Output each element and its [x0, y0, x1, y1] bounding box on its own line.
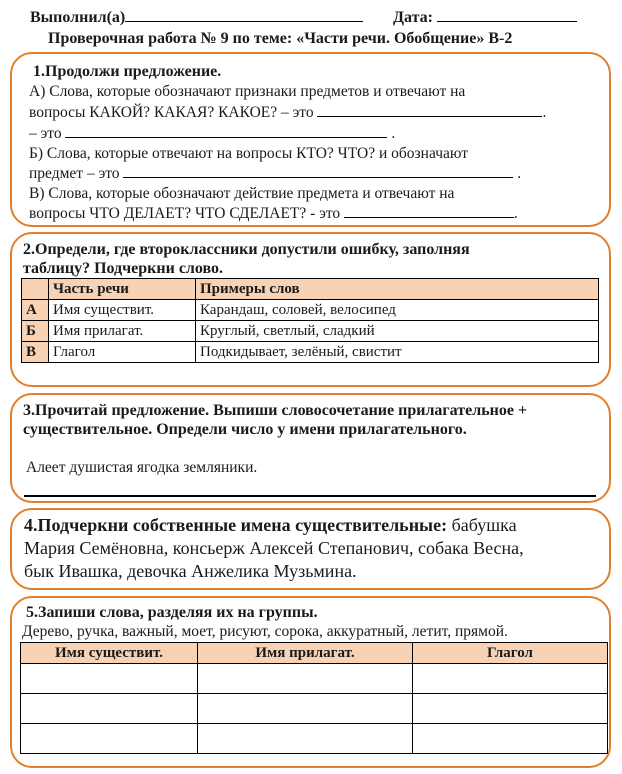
task1-a-line3: – это	[29, 125, 62, 142]
task4-title: 4.Подчеркни собственные имена существительные:	[24, 515, 448, 535]
table-row	[22, 300, 599, 321]
header-empty	[22, 279, 49, 300]
row-letter: Б	[22, 321, 49, 342]
row-examples[interactable]: Круглый, светлый, сладкий	[196, 321, 599, 342]
task3-title-line2: существительное. Определи число у имени прилагательного.	[23, 421, 467, 438]
task5-table	[20, 642, 608, 754]
header-part: Часть речи	[49, 279, 196, 300]
task1-b-line2: предмет – это	[29, 165, 120, 182]
task5-words: Дерево, ручка, важный, моет, рисуют, сорока, аккуратный, летит, прямой.	[22, 623, 508, 640]
task3-answer-line[interactable]	[24, 495, 596, 497]
task2-title-line2: таблицу? Подчеркни слово.	[23, 260, 224, 277]
table-row	[22, 342, 599, 363]
row-letter: А	[22, 300, 49, 321]
task1-a-blank1[interactable]	[317, 116, 542, 117]
table-header-row	[22, 279, 599, 300]
task4-line2: Мария Семёновна, консьерж Алексей Степанович, собака Весна,	[24, 538, 524, 558]
page-title: Проверочная работа № 9 по теме: «Части речи. Обобщение» В-2	[48, 30, 513, 47]
task1-title: 1.Продолжи предложение.	[33, 63, 222, 80]
task4-line1	[24, 514, 517, 537]
header-line	[30, 9, 363, 27]
date-label: Дата:	[393, 9, 433, 26]
row-letter: В	[22, 342, 49, 363]
row-examples[interactable]: Подкидывает, зелёный, свистит	[196, 342, 599, 363]
cell-adjective[interactable]	[198, 694, 413, 724]
task4-line1-rest: бабушка	[447, 515, 517, 535]
table-row	[21, 664, 608, 694]
cell-noun[interactable]	[21, 664, 198, 694]
task1-a-blank2[interactable]	[65, 137, 387, 138]
table-header-row	[21, 643, 608, 664]
task1-a-line1: А) Слова, которые обозначают признаки предметов и отвечают на	[29, 83, 466, 100]
table-row	[22, 321, 599, 342]
cell-verb[interactable]	[413, 664, 608, 694]
task1-b-line1: Б) Слова, которые отвечают на вопросы КТО? ЧТО? и обозначают	[29, 145, 469, 162]
header-noun: Имя существит.	[21, 643, 198, 664]
row-examples[interactable]: Карандаш, соловей, велосипед	[196, 300, 599, 321]
cell-noun[interactable]	[21, 694, 198, 724]
table-row	[21, 694, 608, 724]
task1-a-line2: вопросы КАКОЙ? КАКАЯ? КАКОЕ? – это	[29, 104, 314, 121]
header-examples: Примеры слов	[196, 279, 599, 300]
table-row	[21, 724, 608, 754]
performed-label: Выполнил(а)	[30, 9, 126, 26]
cell-verb[interactable]	[413, 724, 608, 754]
header-adjective: Имя прилагат.	[198, 643, 413, 664]
task2-title-line1: 2.Определи, где второклассники допустили ошибку, заполняя	[23, 241, 470, 258]
task4-line3: бык Ивашка, девочка Анжелика Музьмина.	[24, 561, 357, 581]
task3-sentence: Алеет душистая ягодка земляники.	[26, 459, 258, 476]
task1-b-blank[interactable]	[123, 177, 513, 178]
cell-noun[interactable]	[21, 724, 198, 754]
cell-verb[interactable]	[413, 694, 608, 724]
task3-title-line1: 3.Прочитай предложение. Выпиши словосочетание прилагательное +	[23, 402, 528, 419]
task1-c-line1: В) Слова, которые обозначают действие предмета и отвечают на	[29, 185, 455, 202]
cell-adjective[interactable]	[198, 724, 413, 754]
header-verb: Глагол	[413, 643, 608, 664]
name-blank[interactable]	[125, 21, 363, 22]
row-part: Имя существит.	[49, 300, 196, 321]
task5-title: 5.Запиши слова, разделяя их на группы.	[26, 604, 318, 621]
task2-table	[21, 278, 599, 363]
cell-adjective[interactable]	[198, 664, 413, 694]
date-blank[interactable]	[437, 21, 577, 22]
date-line	[393, 9, 577, 27]
row-part: Глагол	[49, 342, 196, 363]
task1-c-line2: вопросы ЧТО ДЕЛАЕТ? ЧТО СДЕЛАЕТ? - это	[29, 205, 341, 222]
row-part: Имя прилагат.	[49, 321, 196, 342]
task1-c-blank[interactable]	[344, 217, 514, 218]
